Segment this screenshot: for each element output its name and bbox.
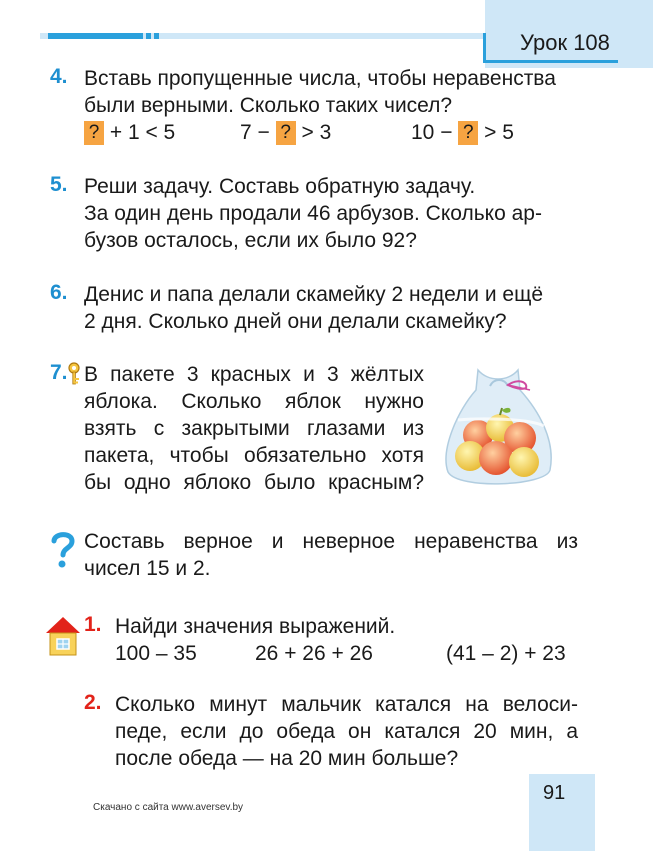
inequality-1 — [84, 119, 175, 146]
question-mark-icon — [50, 530, 76, 570]
bonus-task-line: Составь верное и неверное неравенства из — [84, 530, 578, 553]
inequality-text: > 3 — [301, 121, 332, 144]
lesson-tab-underline — [483, 60, 618, 63]
lesson-title: Урок 108 — [520, 30, 610, 55]
header-dot — [146, 33, 151, 39]
lesson-tab-marker — [483, 33, 486, 63]
inequality-text: 10 − — [411, 121, 453, 144]
header-dot — [154, 33, 159, 39]
task-5-line: Реши задачу. Составь обратную задачу. — [84, 175, 476, 198]
task-number: 6. — [50, 281, 68, 304]
homework-2-line: педе, если до обеда он катался 20 мин, а — [115, 720, 578, 743]
task-7-line: взять с закрытыми глазами из — [84, 417, 424, 440]
task-7-line: бы одно яблоко было красным? — [84, 471, 424, 494]
task-6-line: 2 дня. Сколько дней они делали скамейку? — [84, 310, 507, 333]
task-number: 7. — [50, 361, 68, 384]
homework-2-line: после обеда — на 20 мин больше? — [115, 747, 459, 770]
inequality-text: > 5 — [484, 121, 514, 144]
homework-2-line: Сколько минут мальчик катался на велоси- — [115, 693, 578, 716]
homework-2 — [115, 691, 578, 772]
inequality-2 — [240, 119, 331, 146]
task-5 — [84, 173, 584, 254]
key-icon — [66, 362, 82, 386]
expression-1: 100 – 35 — [115, 642, 197, 665]
homework-1-line: Найди значения выражений. — [115, 615, 396, 638]
apple — [479, 441, 513, 475]
missing-number-box: ? — [276, 121, 296, 145]
missing-number-box: ? — [458, 121, 478, 145]
task-6 — [84, 281, 584, 335]
task-4-line: были верными. Сколько таких чисел? — [84, 94, 453, 117]
task-5-line: За один день продали 46 арбузов. Сколько ар- — [84, 202, 542, 225]
task-4 — [84, 65, 584, 119]
expression-3: (41 – 2) + 23 — [446, 642, 566, 665]
inequality-text: + 1 < 5 — [109, 121, 176, 144]
task-7-line: яблока. Сколько яблок нужно — [84, 390, 424, 413]
homework-number: 2. — [84, 691, 102, 714]
inequality-text: 7 − — [240, 121, 270, 144]
expression-2: 26 + 26 + 26 — [255, 642, 373, 665]
task-4-line: Вставь пропущенные числа, чтобы неравенства — [84, 67, 556, 90]
apple-bag-illustration — [438, 360, 558, 495]
header-rule-accent — [48, 33, 143, 39]
homework-1 — [115, 613, 585, 640]
task-7-line: пакета, чтобы обязательно хотя — [84, 444, 424, 467]
task-number: 5. — [50, 173, 68, 196]
task-number: 4. — [50, 65, 68, 88]
download-credit: Скачано с сайта www.aversev.by — [93, 802, 244, 813]
apple — [509, 447, 539, 477]
house-icon — [44, 613, 82, 659]
task-5-line: бузов осталось, если их было 92? — [84, 229, 417, 252]
bonus-task — [84, 528, 578, 582]
page-number: 91 — [543, 782, 566, 804]
task-6-line: Денис и папа делали скамейку 2 недели и ещё — [84, 283, 544, 306]
missing-number-box: ? — [84, 121, 104, 145]
homework-number: 1. — [84, 613, 102, 636]
task-7-line: В пакете 3 красных и 3 жёлтых — [84, 363, 424, 386]
task-7 — [84, 361, 424, 496]
bonus-task-line: чисел 15 и 2. — [84, 557, 211, 580]
inequality-3 — [411, 119, 514, 146]
